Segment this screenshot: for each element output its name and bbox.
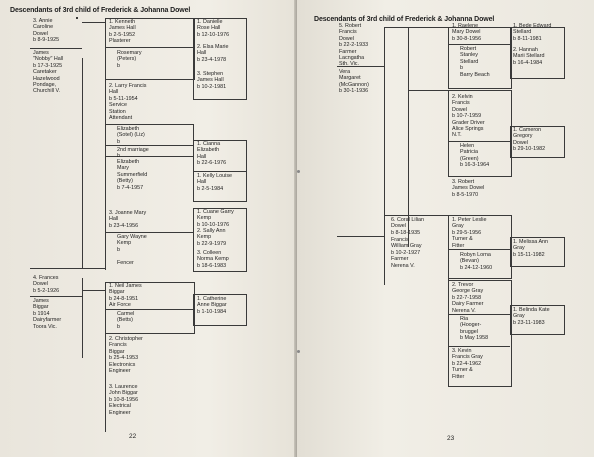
- person-francis-gray: [391, 237, 422, 269]
- entry-line: Biggar: [33, 304, 49, 311]
- entry-line: b 22-4-1962: [452, 360, 482, 367]
- connector-line: [448, 44, 510, 45]
- entry-line: Plasterer: [109, 38, 131, 45]
- connector-line: [408, 27, 409, 87]
- person-james-hall: [33, 50, 63, 95]
- person-joanne: [109, 210, 146, 229]
- entry-line: Biggar: [109, 289, 125, 296]
- connector-line: [408, 27, 448, 28]
- person-robert-stellard: [460, 46, 490, 78]
- entry-line: 2. Trevor: [452, 282, 474, 288]
- entry-line: b 8-5-1970: [452, 191, 479, 198]
- entry-line: b 10-10-1976: [197, 221, 230, 228]
- entry-line: b 8-9-1925: [33, 37, 60, 44]
- entry-line: bruggel: [460, 328, 478, 335]
- entry-line: Anne Biggar: [197, 302, 227, 309]
- entry-line: Sth. Vic.: [339, 61, 359, 68]
- entry-line: 3. Annie: [33, 18, 53, 24]
- entry-line: Hall: [109, 216, 119, 223]
- entry-line: 2. Kelvin: [452, 94, 473, 100]
- entry-line: Carmel: [117, 311, 135, 317]
- entry-line: Dowel: [391, 223, 406, 230]
- entry-line: (Bevan): [460, 258, 479, 265]
- entry-line: 3. Kevin: [452, 348, 472, 354]
- entry-line: 2nd marriage: [117, 147, 149, 153]
- entry-line: Nerena V.: [452, 307, 476, 314]
- entry-line: 1. Peter Leslie: [452, 217, 487, 223]
- person-ria: [460, 316, 488, 342]
- person-peter: [452, 217, 486, 249]
- entry-line: Hall: [109, 89, 119, 96]
- entry-line: Rose Hall: [197, 25, 221, 32]
- entry-line: Norma Kemp: [197, 256, 229, 263]
- entry-line: b 12-10-1976: [197, 31, 230, 38]
- entry-line: Kemp: [197, 234, 212, 241]
- entry-line: Gray: [513, 313, 525, 320]
- entry-line: b 24-8-1951: [109, 295, 139, 302]
- entry-line: b 1-10-1984: [197, 308, 227, 315]
- entry-line: Biggar: [109, 348, 125, 355]
- entry-line: Elizabeth: [117, 126, 140, 132]
- entry-line: b 25-4-1953: [109, 355, 139, 362]
- person-elsa: [197, 44, 228, 63]
- connector-line: [30, 296, 82, 297]
- person-cuane: [197, 209, 234, 228]
- entry-line: James Hall: [109, 25, 136, 32]
- person-kevin: [452, 348, 483, 380]
- entry-line: James: [33, 298, 49, 304]
- entry-line: Grader Driver: [452, 119, 485, 126]
- entry-line: Stellard: [513, 29, 532, 36]
- entry-line: Ria: [460, 316, 469, 322]
- entry-line: b 18-6-1983: [197, 262, 227, 269]
- person-vera: [339, 69, 369, 95]
- entry-line: Francis: [339, 29, 357, 36]
- person-bede: [513, 23, 551, 42]
- entry-line: Francis: [109, 342, 127, 349]
- person-kenneth: [109, 19, 136, 45]
- entry-line: 1. Neil James: [109, 283, 142, 289]
- entry-line: Farmer: [339, 48, 357, 55]
- entry-line: (McGannon): [339, 81, 369, 88]
- entry-line: Dowel: [513, 139, 528, 146]
- entry-line: (Green): [460, 155, 479, 162]
- entry-line: 1. Cuane Garry: [197, 209, 234, 215]
- person-stephen: [197, 71, 226, 90]
- entry-line: b: [117, 62, 120, 69]
- entry-line: Churchill V.: [33, 88, 61, 95]
- entry-line: Dowel: [33, 281, 48, 288]
- entry-line: b 5-11-1954: [109, 95, 138, 102]
- entry-line: (Hooger-: [460, 322, 482, 329]
- person-kelly: [197, 173, 232, 192]
- person-melissa: [513, 239, 548, 258]
- entry-line: Stellard: [460, 58, 479, 65]
- entry-line: b 10-2-1927: [391, 249, 421, 256]
- entry-line: b: [117, 138, 120, 145]
- entry-line: b 22-9-1979: [197, 240, 227, 247]
- entry-line: Nerena V.: [391, 262, 415, 269]
- entry-line: b: [117, 153, 120, 160]
- connector-line: [384, 215, 448, 216]
- connector-line: [448, 314, 510, 315]
- person-neil: [109, 283, 142, 309]
- entry-line: Helen: [460, 143, 475, 149]
- entry-line: Turner &: [452, 367, 473, 374]
- entry-line: b 17-3-1925: [33, 62, 63, 69]
- person-second-marriage: [117, 147, 149, 160]
- connector-line: [337, 236, 384, 237]
- entry-line: Gary Wayne: [117, 234, 147, 240]
- entry-line: b 8-11-1981: [513, 35, 542, 42]
- entry-line: Rosemary: [117, 50, 142, 56]
- entry-line: Dairyfarmer: [33, 317, 62, 324]
- person-elizabeth-sotel: [117, 126, 145, 145]
- entry-line: 1. Belinda Kate: [513, 307, 550, 313]
- connector-line: [408, 90, 448, 91]
- person-raelene: [452, 23, 481, 42]
- entry-line: Kemp: [197, 215, 212, 222]
- connector-line: [384, 27, 408, 28]
- entry-line: Marii Stellard: [513, 53, 545, 60]
- connector-line: [105, 124, 193, 125]
- entry-line: b: [117, 323, 120, 330]
- column-box-gen1-annie: [76, 17, 78, 19]
- connector-line: [30, 48, 82, 49]
- entry-line: Mary: [117, 165, 129, 172]
- entry-line: Hazelwood: [33, 75, 60, 82]
- entry-line: b 22-2-1933: [339, 42, 369, 49]
- entry-line: Engineer: [109, 409, 131, 416]
- entry-line: Fitter: [452, 242, 465, 249]
- entry-line: b 22-7-1958: [452, 294, 482, 301]
- entry-line: "Nobby" Hall: [33, 56, 64, 63]
- connector-line: [105, 309, 193, 310]
- entry-line: Hall: [197, 50, 207, 57]
- entry-line: b 2-5-1952: [109, 31, 136, 38]
- entry-line: James Dowel: [452, 185, 485, 192]
- entry-line: Francis: [391, 237, 409, 243]
- entry-line: Electrical: [109, 403, 131, 410]
- entry-line: 2. Sally Ann: [197, 228, 226, 234]
- connector-line: [384, 215, 385, 285]
- person-colleen: [197, 250, 229, 269]
- person-robyn: [460, 252, 492, 271]
- entry-line: Dowel: [452, 106, 467, 113]
- entry-line: 1. Danielle: [197, 19, 223, 25]
- entry-line: 1. Raelene: [452, 23, 479, 29]
- person-coral: [391, 217, 424, 236]
- entry-line: Caroline: [33, 24, 54, 31]
- entry-line: b 10-8-1956: [109, 396, 139, 403]
- entry-line: Turner &: [452, 236, 473, 243]
- entry-line: Robyn Lorna: [460, 252, 491, 258]
- connector-line: [82, 290, 105, 291]
- entry-line: Elizabeth: [197, 147, 220, 154]
- entry-line: b May 1958: [460, 335, 489, 342]
- person-frances: [33, 275, 59, 294]
- entry-line: 1. Melissa Ann: [513, 239, 549, 245]
- person-james-biggar: [33, 298, 61, 330]
- person-laurence: [109, 384, 138, 416]
- entry-line: 4. Frances: [33, 275, 59, 281]
- entry-line: (Sotel) (Liz): [117, 132, 145, 139]
- entry-line: Service: [109, 102, 127, 109]
- entry-line: 2. Larry Francis: [109, 83, 147, 89]
- page-heading: Descendants of 3rd child of Frederick & Johanna Dowel: [10, 7, 191, 14]
- entry-line: Electronics: [109, 361, 136, 368]
- entry-line: 5. Robert: [339, 23, 362, 29]
- connector-line: [448, 141, 510, 142]
- entry-line: 3. Colleen: [197, 250, 222, 256]
- page-number: 22: [129, 433, 137, 440]
- person-danielle: [197, 19, 229, 38]
- person-rosemary: [117, 50, 142, 69]
- entry-line: b 1914: [33, 310, 50, 317]
- entry-line: b 29-5-1956: [452, 229, 482, 236]
- person-robert-james: [452, 179, 484, 198]
- entry-line: Pondage,: [33, 82, 57, 89]
- entry-line: 1. Cameron: [513, 127, 542, 133]
- person-cianna: [197, 141, 226, 167]
- entry-line: Gray: [513, 245, 525, 252]
- person-sally: [197, 228, 226, 247]
- entry-line: b 22-6-1976: [197, 160, 227, 167]
- entry-line: James Hall: [197, 77, 224, 84]
- entry-line: N.T.: [452, 132, 462, 139]
- entry-line: b 30-8-1956: [452, 35, 482, 42]
- connector-line: [82, 58, 83, 268]
- entry-line: b 23-4-1956: [109, 222, 139, 229]
- connector-line: [448, 249, 510, 250]
- right-page: [297, 0, 594, 457]
- person-catherine: [197, 296, 227, 315]
- entry-line: Air Force: [109, 302, 131, 309]
- connector-line: [193, 124, 194, 200]
- entry-line: 2. Christopher: [109, 336, 143, 342]
- entry-line: Lacngatha: [339, 55, 365, 62]
- entry-line: Engineer: [109, 368, 131, 375]
- entry-line: b 24-12-1960: [460, 264, 493, 271]
- connector-line: [105, 47, 193, 48]
- entry-line: William Gray: [391, 243, 422, 250]
- entry-line: b 7-4-1957: [117, 184, 144, 191]
- entry-line: Gray: [452, 223, 464, 230]
- entry-line: b 16-3-1964: [460, 162, 490, 169]
- connector-line: [448, 346, 510, 347]
- entry-line: 3. Laurence: [109, 384, 138, 390]
- entry-line: Hall: [197, 153, 207, 160]
- connector-line: [30, 268, 106, 269]
- entry-line: b 23-11-1983: [513, 319, 545, 326]
- entry-line: (Peters): [117, 56, 137, 63]
- connector-line: [82, 22, 105, 23]
- page-mark: [297, 350, 300, 353]
- entry-line: 3. Robert: [452, 179, 475, 185]
- entry-line: 1. Catherine: [197, 296, 227, 302]
- entry-line: b 29-10-1982: [513, 146, 546, 153]
- entry-line: Stanley: [460, 52, 478, 59]
- entry-line: Station: [109, 108, 126, 115]
- entry-line: Dowel: [33, 30, 48, 37]
- entry-line: James: [33, 50, 49, 56]
- entry-line: (Betts): [117, 317, 133, 324]
- entry-line: Vera: [339, 69, 351, 75]
- page-heading: Descendants of 3rd child of Frederick & Johanna Dowel: [314, 16, 495, 23]
- entry-line: Mary Dowel: [452, 29, 481, 36]
- entry-line: 3. Joanne Mary: [109, 210, 147, 216]
- entry-line: Francis: [452, 100, 470, 107]
- entry-line: b 30-1-1936: [339, 88, 369, 95]
- entry-line: Summerfield: [117, 171, 148, 178]
- entry-line: George Gray: [452, 288, 484, 295]
- entry-line: b 10-7-1959: [452, 113, 482, 120]
- entry-line: b 10-2-1981: [197, 83, 227, 90]
- person-christopher: [109, 336, 143, 374]
- person-carmel: [117, 311, 134, 330]
- entry-line: 2. Hannah: [513, 47, 538, 53]
- entry-line: Elizabeth: [117, 159, 140, 165]
- entry-line: b: [460, 65, 463, 72]
- entry-line: 1. Kelly Louise: [197, 173, 233, 179]
- person-helen: [460, 143, 489, 169]
- entry-line: 1. Bede Edward: [513, 23, 552, 29]
- entry-line: 1. Cianna: [197, 141, 221, 147]
- entry-line: 1. Kenneth: [109, 19, 136, 25]
- entry-line: 2. Elsa Marie: [197, 44, 229, 50]
- entry-line: John Biggar: [109, 390, 138, 397]
- entry-line: b 2-5-1984: [197, 185, 224, 192]
- entry-line: Francis Gray: [452, 354, 483, 361]
- person-annie: [33, 18, 59, 44]
- entry-line: (Betty): [117, 178, 133, 185]
- person-cameron: [513, 127, 545, 153]
- entry-line: Margaret: [339, 75, 361, 82]
- entry-line: Farmer: [391, 256, 409, 263]
- entry-line: Attendant: [109, 115, 133, 122]
- person-kelvin: [452, 94, 485, 139]
- entry-line: Hall: [197, 179, 207, 186]
- entry-line: Dairy Farmer: [452, 301, 484, 308]
- person-larry: [109, 83, 146, 121]
- page-mark: [297, 170, 300, 173]
- person-gary-kemp: [117, 234, 147, 266]
- entry-line: Caretaker: [33, 69, 57, 76]
- page-number: 23: [447, 435, 455, 442]
- entry-line: 6. Coral Lilian: [391, 217, 424, 223]
- entry-line: Patricia: [460, 149, 478, 156]
- person-trevor: [452, 282, 483, 314]
- entry-line: b 15-11-1982: [513, 251, 545, 258]
- entry-line: Gregory: [513, 133, 533, 140]
- entry-line: Barry Beach: [460, 71, 490, 78]
- entry-line: Robert: [460, 46, 477, 52]
- entry-line: 3. Stephen: [197, 71, 224, 77]
- entry-line: b 23-4-1978: [197, 56, 227, 63]
- person-hannah: [513, 47, 544, 66]
- entry-line: b 5-2-1926: [33, 287, 60, 294]
- entry-line: Dowel: [339, 35, 354, 42]
- entry-line: Alice Springs: [452, 126, 484, 133]
- person-elizabeth-summerfield: [117, 159, 147, 191]
- entry-line: b: [117, 246, 120, 253]
- entry-line: Kemp: [117, 240, 132, 247]
- entry-line: Fitter: [452, 373, 465, 380]
- person-belinda: [513, 307, 550, 326]
- entry-line: b 8-18-1935: [391, 229, 421, 236]
- entry-line: Fencer: [117, 259, 134, 266]
- person-robert-dowel: [339, 23, 368, 68]
- entry-line: b 16-4-1984: [513, 59, 543, 66]
- connector-line: [105, 232, 193, 233]
- entry-line: Toora Vic.: [33, 323, 57, 330]
